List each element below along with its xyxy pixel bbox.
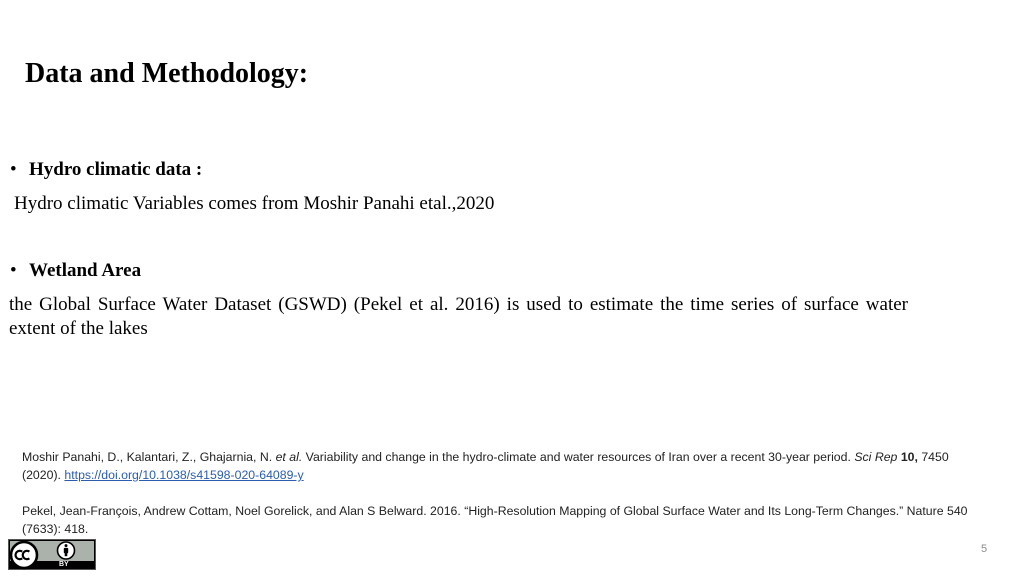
ref-journal: Sci Rep [854, 450, 898, 464]
wetland-area-description: the Global Surface Water Dataset (GSWD) (Pekel et al. 2016) is used to estimate the time series of surface water extent of the lakes [9, 294, 908, 339]
bullet-marker: • [10, 159, 17, 180]
page-number: 5 [981, 543, 988, 555]
bullet-heading-wetland-area [10, 259, 141, 283]
ref-authors: Moshir Panahi, D., Kalantari, Z., Ghajarnia, N. [22, 450, 273, 464]
ref-pages-year: 7450 (2020). [22, 450, 949, 482]
bullet-marker: • [10, 260, 17, 281]
references [22, 448, 972, 538]
reference-moshir-panahi [22, 448, 972, 484]
cc-logo-icon [9, 540, 97, 571]
doi-link[interactable]: https://doi.org/10.1038/s41598-020-64089-y [64, 468, 304, 482]
license-by-label: BY [59, 561, 69, 568]
ref-title: Variability and change in the hydro-climate and water resources of Iran over a recent 30-year period. [305, 450, 851, 464]
ref-etal: et al. [275, 450, 303, 464]
slide-title: Data and Methodology: [25, 58, 309, 89]
bullet-heading-text: Wetland Area [29, 260, 142, 281]
hydro-climatic-description: Hydro climatic Variables comes from Moshir Panahi etal.,2020 [14, 193, 495, 214]
cc-by-license-icon[interactable] [8, 539, 96, 570]
bullet-heading-hydro-climatic [10, 158, 202, 182]
bullet-heading-text: Hydro climatic data : [29, 159, 203, 180]
ref-volume: 10, [900, 450, 918, 464]
reference-pekel: Pekel, Jean-François, Andrew Cottam, Noel Gorelick, and Alan S Belward. 2016. “High-Resolution Mapping of Global Surface Water and Its Long-Term Changes.” Nature 540 (7633): 418. [22, 504, 968, 536]
